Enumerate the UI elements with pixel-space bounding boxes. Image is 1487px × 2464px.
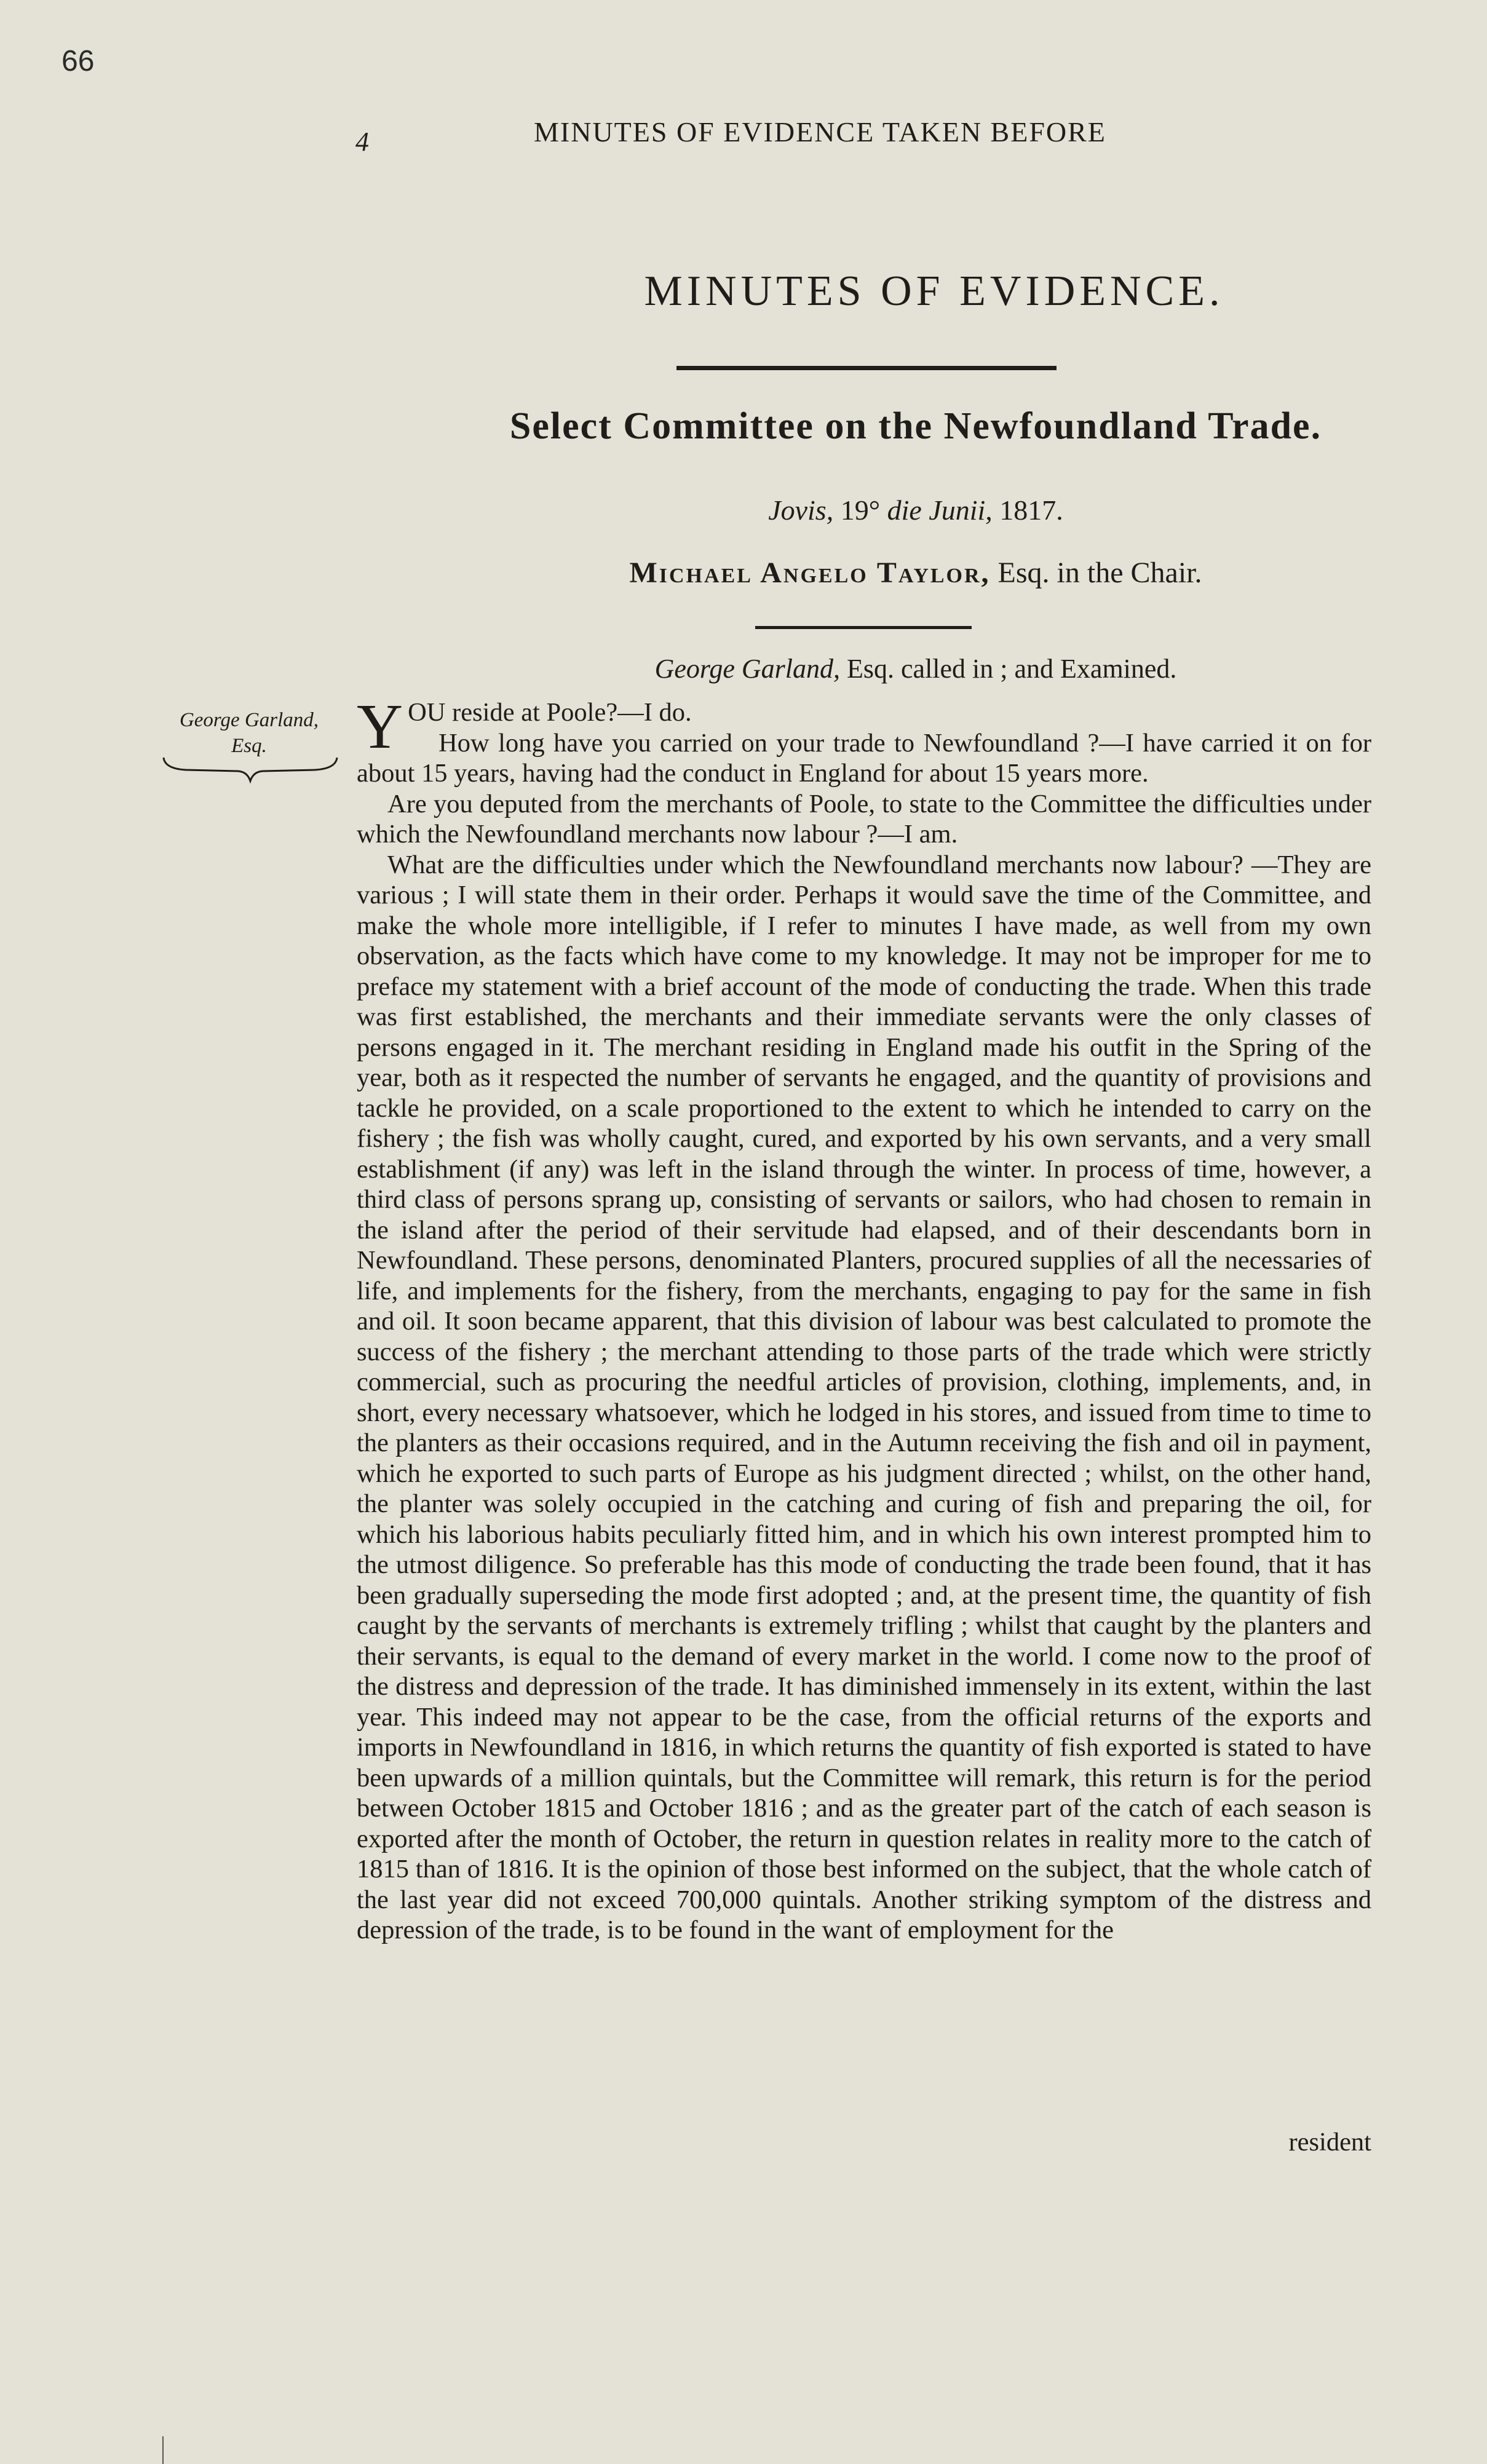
chair-suffix: Esq. in the Chair. (990, 557, 1202, 589)
marginal-note-line-2: Esq. (231, 735, 267, 757)
date-day-number: 19° (833, 494, 887, 526)
scan-mark (162, 2436, 164, 2464)
session-date (381, 494, 1450, 526)
margin-brace-icon (161, 755, 339, 783)
witness-suffix: Esq. called in ; and Examined. (840, 654, 1177, 684)
title-rule (676, 366, 1057, 370)
date-year: 1817. (992, 494, 1063, 526)
chair-name: Michael Angelo Taylor, (629, 557, 991, 589)
testimony-paragraph-3: Are you deputed from the merchants of Poole, to state to the Committee the difficulties under which the Newfoundland merchants now labour ?—I am. (357, 789, 1371, 849)
marginal-note (160, 707, 338, 759)
folio-number: 4 (355, 127, 369, 157)
committee-title: Select Committee on the Newfoundland Trade. (509, 405, 1322, 447)
marginal-note-line-1: George Garland, (179, 709, 319, 731)
testimony-text (357, 691, 1371, 1946)
witness-line (381, 653, 1450, 684)
page-title: MINUTES OF EVIDENCE. (644, 267, 1224, 315)
paragraph-1-text: OU reside at Poole?—I do. (408, 698, 692, 727)
running-head: MINUTES OF EVIDENCE TAKEN BEFORE (534, 116, 1106, 148)
date-month: die Junii, (887, 494, 993, 526)
chair-line (381, 556, 1450, 590)
section-rule (755, 626, 972, 629)
testimony-paragraph-2: How long have you carried on your trade to Newfoundland ?—I have carried it on for about 15 years, having had the conduct in England for about 15 years more. (357, 728, 1371, 788)
catchword: resident (1288, 2128, 1371, 2157)
testimony-paragraph-4: What are the difficulties under which the Newfoundland merchants now labour? —They are various ; I will state them in their order. Perhaps it would save the time of the Committee, and make the whole more intelligible, if I refer to minutes I have made, as well from my own observation, as the facts which have come to my knowledge. It may not be improper for me to preface my statement with a brief account of the mode of conducting the trade. When this trade was first established, the merchants and their immediate servants were the only classes of persons engaged in it. The merchant residing in England made his outfit in the Spring of the year, both as it respected the number of servants he engaged, and the quantity of provisions and tackle he provided, on a scale proportioned to the extent to which he intended to carry on the fishery ; the fish was wholly caught, cured, and exported by his own servants, and a very small establishment (if any) was left in the island through the winter. In process of time, however, a third class of persons sprang up, consisting of servants or sailors, who had chosen to remain in the island after the period of their servitude had elapsed, and of their descendants born in Newfoundland. These persons, denominated Planters, procured supplies of all the necessaries of life, and implements for the fishery, from the merchants, engaging to pay for the same in fish and oil. It soon became apparent, that this division of labour was best calculated to promote the success of the fishery ; the merchant attending to those parts of the trade which were strictly commercial, such as procuring the needful articles of provision, clothing, implements, and, in short, every necessary whatsoever, which he lodged in his stores, and issued from time to time to the planters as their occasions required, and in the Autumn receiving the fish and oil in payment, which he exported to such parts of Europe as his judgment directed ; whilst, on the other hand, the planter was solely occupied in the catching and curing of fish and preparing the oil, for which his laborious habits peculiarly fitted him, and in which his own interest prompted him to the utmost diligence. So preferable has this mode of conducting the trade been found, that it has been gradually superseding the mode first adopted ; and, at the present time, the quantity of fish caught by the servants of merchants is extremely trifling ; whilst that caught by the planters and their servants, is equal to the demand of every market in the world. I come now to the proof of the distress and depression of the trade. It has diminished immensely in its extent, within the last year. This indeed may not appear to be the case, from the official returns of the exports and imports in Newfoundland in 1816, in which returns the quantity of fish exported is stated to have been upwards of a million quintals, but the Committee will remark, this return is for the period between October 1815 and October 1816 ; and as the greater part of the catch of each season is exported after the month of October, the return in question relates in reality more to the catch of 1815 than of 1816. It is the opinion of those best informed on the subject, that the whole catch of the last year did not exceed 700,000 quintals. Another striking symptom of the distress and depression of the trade, is to be found in the want of employment for the (357, 850, 1371, 1944)
witness-name: George Garland, (654, 654, 841, 684)
date-day-word: Jovis, (768, 494, 834, 526)
drop-cap: Y (357, 691, 403, 762)
page-number: 66 (61, 45, 95, 77)
